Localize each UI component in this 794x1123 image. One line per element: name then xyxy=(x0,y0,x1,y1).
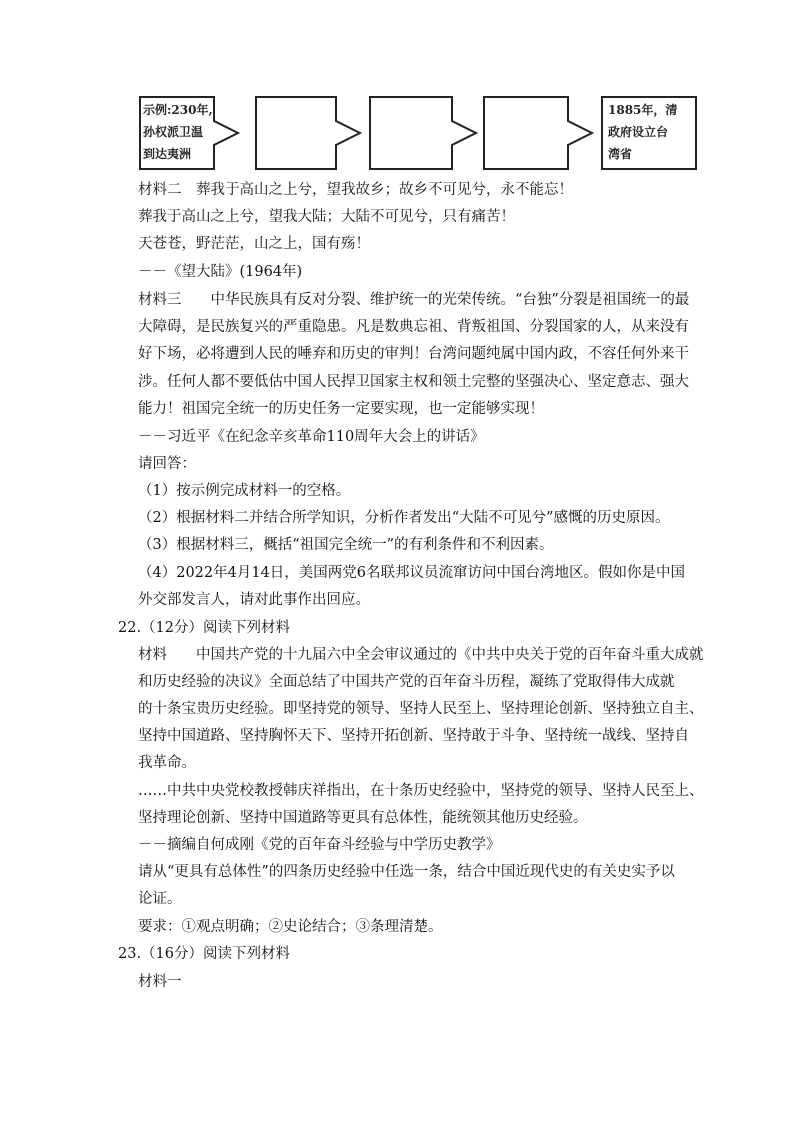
text-line: （1）按示例完成材料一的空格。 xyxy=(138,483,351,499)
flow-box-4 xyxy=(484,97,592,169)
text-line: －－习近平《在纪念辛亥革命110周年大会上的讲话》 xyxy=(138,429,485,445)
text-line: －－《望大陆》(1964年) xyxy=(138,264,303,280)
flowchart xyxy=(138,95,698,171)
text-line: 坚持理论创新、坚持中国道路等更具有总体性，能统领其他历史经验。 xyxy=(138,810,588,826)
text-line: 天苍苍，野茫茫，山之上，国有殇！ xyxy=(138,236,370,252)
text-line: 要求：①观点明确；②史论结合；③条理清楚。 xyxy=(138,919,443,935)
text-line: 论证。 xyxy=(138,891,182,907)
flow-box-5-text: 1885年，清 政府设立台 湾省 xyxy=(608,103,678,161)
text-line: 外交部发言人，请对此事作出回应。 xyxy=(138,592,370,608)
question-heading: 22.（12分）阅读下列材料 xyxy=(118,620,291,636)
text-line: 大障碍，是民族复兴的严重隐患。凡是数典忘祖、背叛祖国、分裂国家的人，从来没有 xyxy=(138,319,689,335)
flow-box-2 xyxy=(256,97,360,169)
text-line: （3）根据材料三，概括“祖国完全统一”的有利条件和不利因素。 xyxy=(138,537,554,553)
text-line: 涉。任何人都不要低估中国人民捍卫国家主权和领土完整的坚强决心、坚定意志、强大 xyxy=(138,374,689,390)
text-line: （2）根据材料二并结合所学知识，分析作者发出“大陆不可见兮”感慨的历史原因。 xyxy=(138,510,670,526)
text-line: ……中共中央党校教授韩庆祥指出，在十条历史经验中，坚持党的领导、坚持人民至上、 xyxy=(138,783,704,799)
flow-box-3 xyxy=(370,97,476,169)
text-line: 的十条宝贵历史经验。即坚持党的领导、坚持人民至上、坚持理论创新、坚持独立自主、 xyxy=(138,701,704,717)
text-line: 坚持中国道路、坚持胸怀天下、坚持开拓创新、坚持敢于斗争、坚持统一战线、坚持自 xyxy=(138,728,689,744)
text-line: 能力！祖国完全统一的历史任务一定要实现，也一定能够实现！ xyxy=(138,401,544,417)
text-line: 材料 中国共产党的十九届六中全会审议通过的《中共中央关于党的百年奋斗重大成就 xyxy=(138,647,704,663)
flow-box-1-text: 示例:230年, 孙权派卫温 到达夷洲 xyxy=(143,103,213,161)
text-line: 请回答： xyxy=(138,456,196,472)
text-line: 和历史经验的决议》全面总结了中国共产党的百年奋斗历程，凝练了党取得伟大成就 xyxy=(138,674,675,690)
question-heading: 23.（16分）阅读下列材料 xyxy=(118,946,291,962)
text-line: 材料二 葬我于高山之上兮，望我故乡；故乡不可见兮，永不能忘！ xyxy=(138,182,573,198)
text-line: 材料三 中华民族具有反对分裂、维护统一的光荣传统。“台独”分裂是祖国统一的最 xyxy=(138,292,690,308)
text-line: 葬我于高山之上兮，望我大陆；大陆不可见兮，只有痛苦！ xyxy=(138,209,515,225)
text-line: 材料一 xyxy=(138,974,182,990)
text-line: 我革命。 xyxy=(138,755,196,771)
text-line: －－摘编自何成刚《党的百年奋斗经验与中学历史教学》 xyxy=(138,837,501,853)
text-line: （4）2022年4月14日，美国两党6名联邦议员流窜访问中国台湾地区。假如你是中国 xyxy=(138,565,686,581)
text-line: 好下场，必将遭到人民的唾弃和历史的审判！台湾问题纯属中国内政，不容任何外来干 xyxy=(138,346,689,362)
text-line: 请从“更具有总体性”的四条历史经验中任选一条，结合中国近现代史的有关史实予以 xyxy=(138,864,675,880)
